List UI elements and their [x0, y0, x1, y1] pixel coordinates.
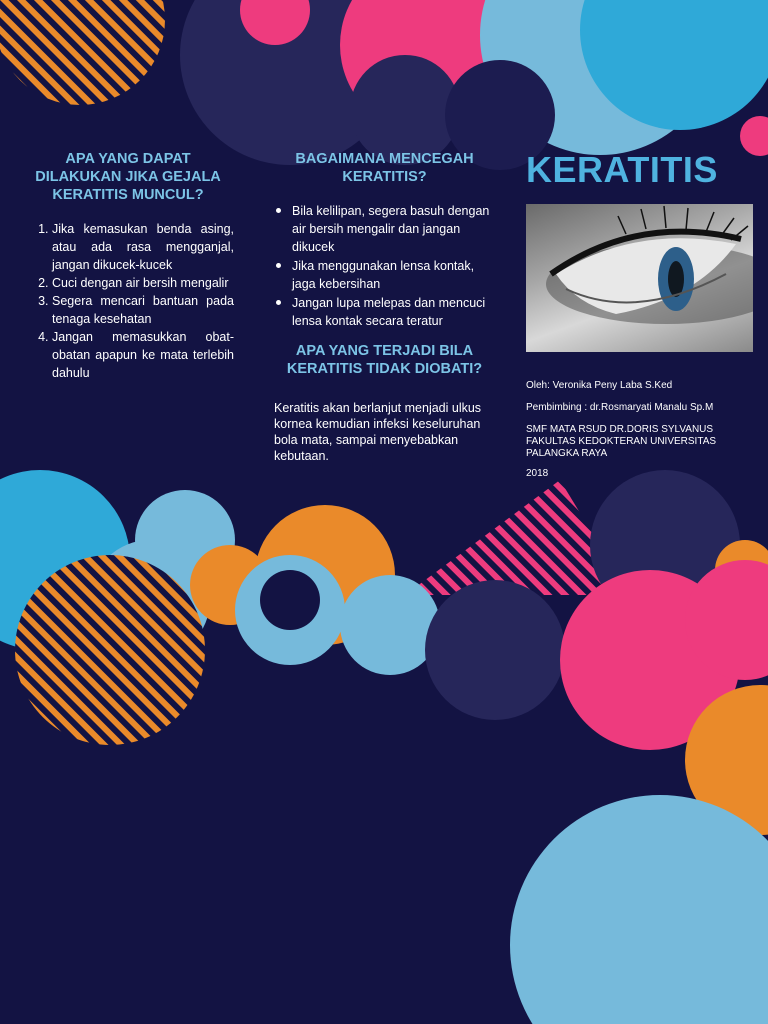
navy-hole	[260, 570, 320, 630]
column-symptoms	[22, 150, 234, 382]
symptoms-heading: APA YANG DAPAT DILAKUKAN JIKA GEJALA KERATITIS MUNCUL?	[35, 151, 221, 203]
institution-text: SMF MATA RSUD DR.DORIS SYLVANUS FAKULTAS KEDOKTERAN UNIVERSITAS PALANGKA RAYA	[526, 424, 717, 459]
list-item	[292, 257, 497, 293]
list-item-text: Bila kelilipan, segera basuh dengan air bersih mengalir dan jangan dikucek	[292, 204, 490, 254]
bullet-icon	[276, 263, 281, 268]
eye-illustration	[526, 204, 753, 352]
prevention-list	[272, 202, 497, 330]
untreated-paragraph: Keratitis akan berlanjut menjadi ulkus kornea kemudian infeksi keseluruhan bola mata, sampai menyebabkan kebutaan.	[274, 401, 482, 463]
bullet-icon	[276, 208, 281, 213]
list-item-text: Jika menggunakan lensa kontak, jaga kebersihan	[292, 259, 475, 291]
list-item: 3. Segera mencari bantuan pada tenaga kesehatan	[52, 292, 234, 328]
navy-blob-top-2	[350, 55, 460, 165]
navy-blob-lower	[425, 580, 565, 720]
eye-photo	[526, 204, 753, 352]
list-item: 2. Cuci dengan air bersih mengalir	[52, 274, 234, 292]
list-item: 1. Jika kemasukan benda asing, atau ada rasa mengganjal, jangan dikucek-kucek	[52, 220, 234, 274]
list-item-text: Jangan lupa melepas dan mencuci lensa kontak secara teratur	[292, 296, 486, 328]
year-text: 2018	[526, 468, 549, 479]
list-item	[292, 202, 497, 256]
lightblue-blob-bottom-right	[510, 795, 768, 1024]
brochure-title: KERATITIS	[526, 149, 718, 190]
supervisor-text: Pembimbing : dr.Rosmaryati Manalu Sp.M	[526, 402, 714, 413]
list-item	[292, 294, 497, 330]
list-item: 4. Jangan memasukkan obat-obatan apapun ke mata terlebih dahulu	[52, 328, 234, 382]
striped-orange-lower	[15, 555, 205, 745]
column-prevention	[272, 150, 497, 464]
author-text: Oleh: Veronika Peny Laba S.Ked	[526, 380, 673, 391]
striped-orange-top	[0, 0, 165, 105]
prevention-heading: BAGAIMANA MENCEGAH KERATITIS?	[295, 151, 474, 185]
lightblue-blob-lower-2	[340, 575, 440, 675]
symptoms-list	[22, 220, 234, 382]
untreated-heading: APA YANG TERJADI BILA KERATITIS TIDAK DIOBATI?	[286, 343, 483, 377]
bullet-icon	[276, 300, 281, 305]
column-cover	[526, 148, 754, 480]
